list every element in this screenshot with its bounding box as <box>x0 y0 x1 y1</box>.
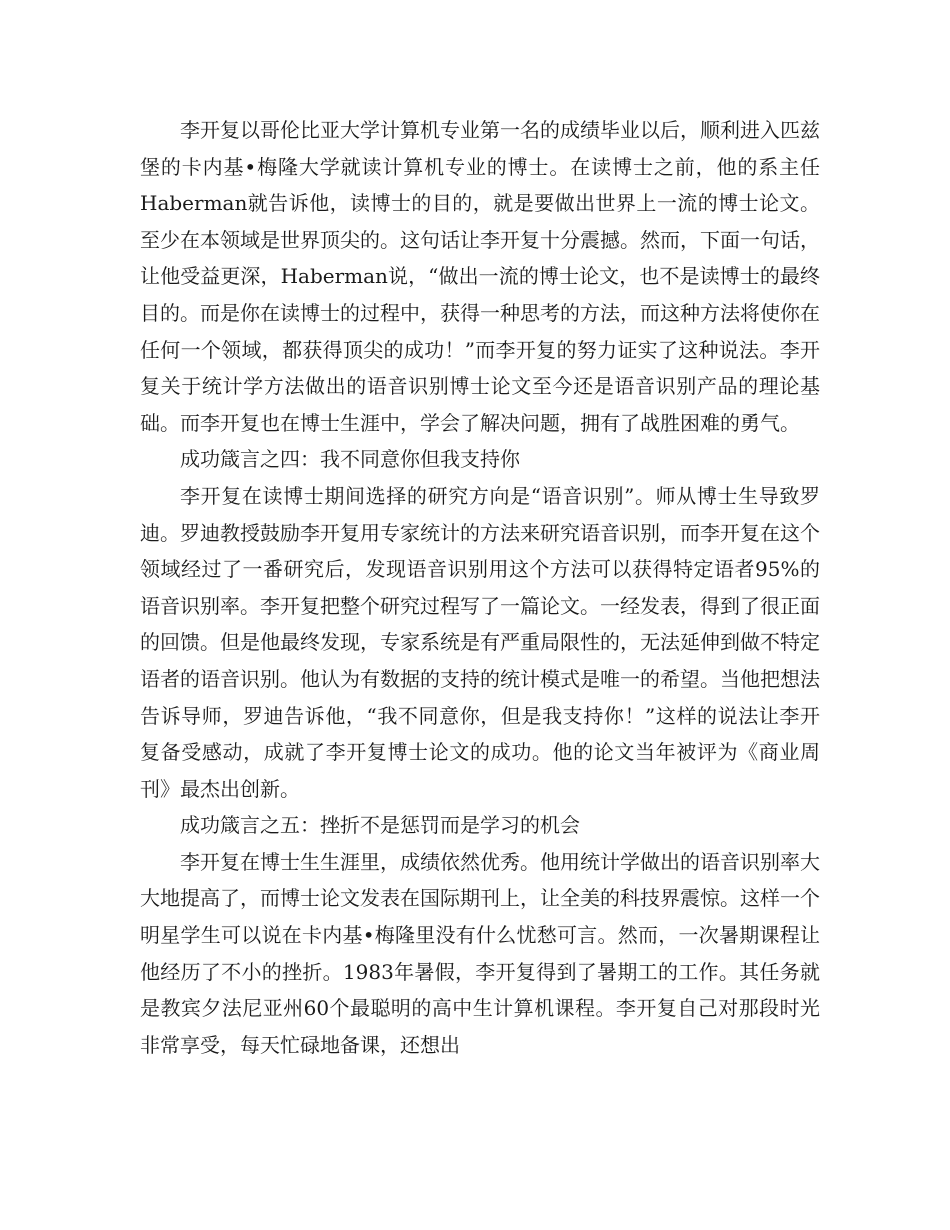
document-body <box>140 112 820 1063</box>
paragraph-speech-recognition: 李开复在读博士期间选择的研究方向是“语音识别”。师从博士生导致罗迪。罗迪教授鼓励李开复用专家统计的方法来研究语音识别，而李开复在这个领域经过了一番研究后，发现语音识别用这个方法可以获得特定语者95%的语音识别率。李开复把整个研究过程写了一篇论文。一经发表，得到了很正面的回馈。但是他最终发现，专家系统是有严重局限性的，无法延伸到做不特定语者的语音识别。他认为有数据的支持的统计模式是唯一的希望。当他把想法告诉导师，罗迪告诉他，“我不同意你，但是我支持你！”这样的说法让李开复备受感动，成就了李开复博士论文的成功。他的论文当年被评为《商业周刊》最杰出创新。 <box>140 483 820 801</box>
section-heading-five: 成功箴言之五：挫折不是惩罚而是学习的机会 <box>180 813 580 838</box>
paragraph-phd-study: 李开复以哥伦比亚大学计算机专业第一名的成绩毕业以后，顺利进入匹兹堡的卡内基•梅隆大学就读计算机专业的博士。在读博士之前，他的系主任Haberman就告诉他，读博士的目的，就是要做出世界上一流的博士论文。至少在本领域是世界顶尖的。这句话让李开复十分震撼。然而，下面一句话，让他受益更深，Haberman说，“做出一流的博士论文，也不是读博士的最终目的。而是你在读博士的过程中，获得一种思考的方法，而这种方法将使你在任何一个领域，都获得顶尖的成功！”而李开复的努力证实了这种说法。李开复关于统计学方法做出的语音识别博士论文至今还是语音识别产品的理论基础。而李开复也在博士生涯中，学会了解决问题，拥有了战胜困难的勇气。 <box>140 118 820 435</box>
paragraph-summer-course: 李开复在博士生生涯里，成绩依然优秀。他用统计学做出的语音识别率大大地提高了，而博士论文发表在国际期刊上，让全美的科技界震惊。这样一个明星学生可以说在卡内基•梅隆里没有什么忧愁可言。然而，一次暑期课程让他经历了不小的挫折。1983年暑假，李开复得到了暑期工的工作。其任务就是教宾夕法尼亚州60个最聪明的高中生计算机课程。李开复自己对那段时光非常享受，每天忙碌地备课，还想出 <box>140 849 820 1057</box>
section-heading-four: 成功箴言之四：我不同意你但我支持你 <box>180 447 520 472</box>
